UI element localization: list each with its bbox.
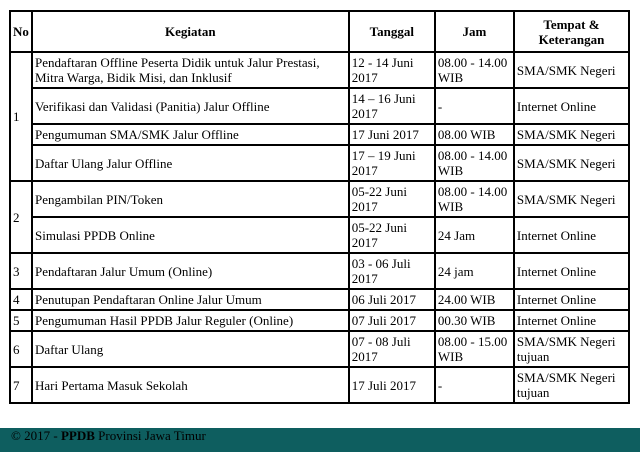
header-jam: Jam (435, 11, 514, 52)
footer-copyright: © 2017 - (11, 428, 58, 443)
cell-tempat: Internet Online (514, 253, 629, 289)
cell-tempat: Internet Online (514, 88, 629, 124)
cell-jam: 24.00 WIB (435, 289, 514, 310)
row-number: 5 (10, 310, 32, 331)
row-number: 4 (10, 289, 32, 310)
cell-tanggal: 12 - 14 Juni 2017 (349, 52, 435, 88)
cell-tempat: SMA/SMK Negeri (514, 145, 629, 181)
header-tempat-line1: Tempat & (543, 16, 600, 32)
cell-jam: - (435, 367, 514, 403)
table-row (10, 367, 629, 403)
cell-kegiatan: Pengumuman SMA/SMK Jalur Offline (32, 124, 349, 145)
cell-tempat: SMA/SMK Negeri tujuan (514, 367, 629, 403)
cell-kegiatan: Hari Pertama Masuk Sekolah (32, 367, 349, 403)
cell-kegiatan: Simulasi PPDB Online (32, 217, 349, 253)
cell-jam: 24 Jam (435, 217, 514, 253)
cell-jam: 08.00 - 14.00 WIB (435, 52, 514, 88)
cell-tanggal: 05-22 Juni 2017 (349, 217, 435, 253)
cell-tanggal: 17 Juni 2017 (349, 124, 435, 145)
table-row (10, 181, 629, 217)
row-number: 2 (10, 181, 32, 253)
table-row (10, 145, 629, 181)
table-row (10, 88, 629, 124)
cell-kegiatan: Verifikasi dan Validasi (Panitia) Jalur Offline (32, 88, 349, 124)
row-number: 3 (10, 253, 32, 289)
cell-tempat: SMA/SMK Negeri (514, 52, 629, 88)
cell-tempat: SMA/SMK Negeri tujuan (514, 331, 629, 367)
cell-tempat: Internet Online (514, 310, 629, 331)
cell-kegiatan: Pendaftaran Offline Peserta Didik untuk Jalur Prestasi, Mitra Warga, Bidik Misi, dan Inklusif (32, 52, 349, 88)
cell-kegiatan: Pengumuman Hasil PPDB Jalur Reguler (Online) (32, 310, 349, 331)
cell-jam: 08.00 - 14.00 WIB (435, 181, 514, 217)
cell-jam: 08.00 - 15.00 WIB (435, 331, 514, 367)
cell-jam: 00.30 WIB (435, 310, 514, 331)
cell-jam: - (435, 88, 514, 124)
schedule-body (10, 52, 629, 403)
footer-region: Provinsi Jawa Timur (98, 428, 206, 443)
header-no: No (10, 11, 32, 52)
cell-jam: 08.00 WIB (435, 124, 514, 145)
cell-tempat: Internet Online (514, 217, 629, 253)
header-tempat (514, 11, 629, 52)
cell-tempat: SMA/SMK Negeri (514, 181, 629, 217)
cell-tempat: SMA/SMK Negeri (514, 124, 629, 145)
cell-tanggal: 06 Juli 2017 (349, 289, 435, 310)
table-row (10, 52, 629, 88)
table-row (10, 217, 629, 253)
row-number: 1 (10, 52, 32, 181)
table-row (10, 124, 629, 145)
cell-tanggal: 07 - 08 Juli 2017 (349, 331, 435, 367)
header-tempat-line2: Keterangan (538, 31, 605, 47)
header-kegiatan: Kegiatan (32, 11, 349, 52)
footer-bar (0, 428, 640, 452)
table-row (10, 310, 629, 331)
cell-tanggal: 05-22 Juni 2017 (349, 181, 435, 217)
table-row (10, 289, 629, 310)
cell-kegiatan: Pendaftaran Jalur Umum (Online) (32, 253, 349, 289)
header-row (10, 11, 629, 52)
cell-tanggal: 07 Juli 2017 (349, 310, 435, 331)
row-number: 6 (10, 331, 32, 367)
table-row (10, 331, 629, 367)
cell-tanggal: 03 - 06 Juli 2017 (349, 253, 435, 289)
cell-tanggal: 17 – 19 Juni 2017 (349, 145, 435, 181)
table-row (10, 253, 629, 289)
header-tanggal: Tanggal (349, 11, 435, 52)
cell-kegiatan: Daftar Ulang Jalur Offline (32, 145, 349, 181)
cell-kegiatan: Penutupan Pendaftaran Online Jalur Umum (32, 289, 349, 310)
row-number: 7 (10, 367, 32, 403)
cell-tanggal: 17 Juli 2017 (349, 367, 435, 403)
cell-kegiatan: Daftar Ulang (32, 331, 349, 367)
cell-jam: 24 jam (435, 253, 514, 289)
cell-tanggal: 14 – 16 Juni 2017 (349, 88, 435, 124)
schedule-table (9, 10, 630, 404)
cell-jam: 08.00 - 14.00 WIB (435, 145, 514, 181)
cell-tempat: Internet Online (514, 289, 629, 310)
cell-kegiatan: Pengambilan PIN/Token (32, 181, 349, 217)
footer-brand: PPDB (60, 428, 95, 443)
